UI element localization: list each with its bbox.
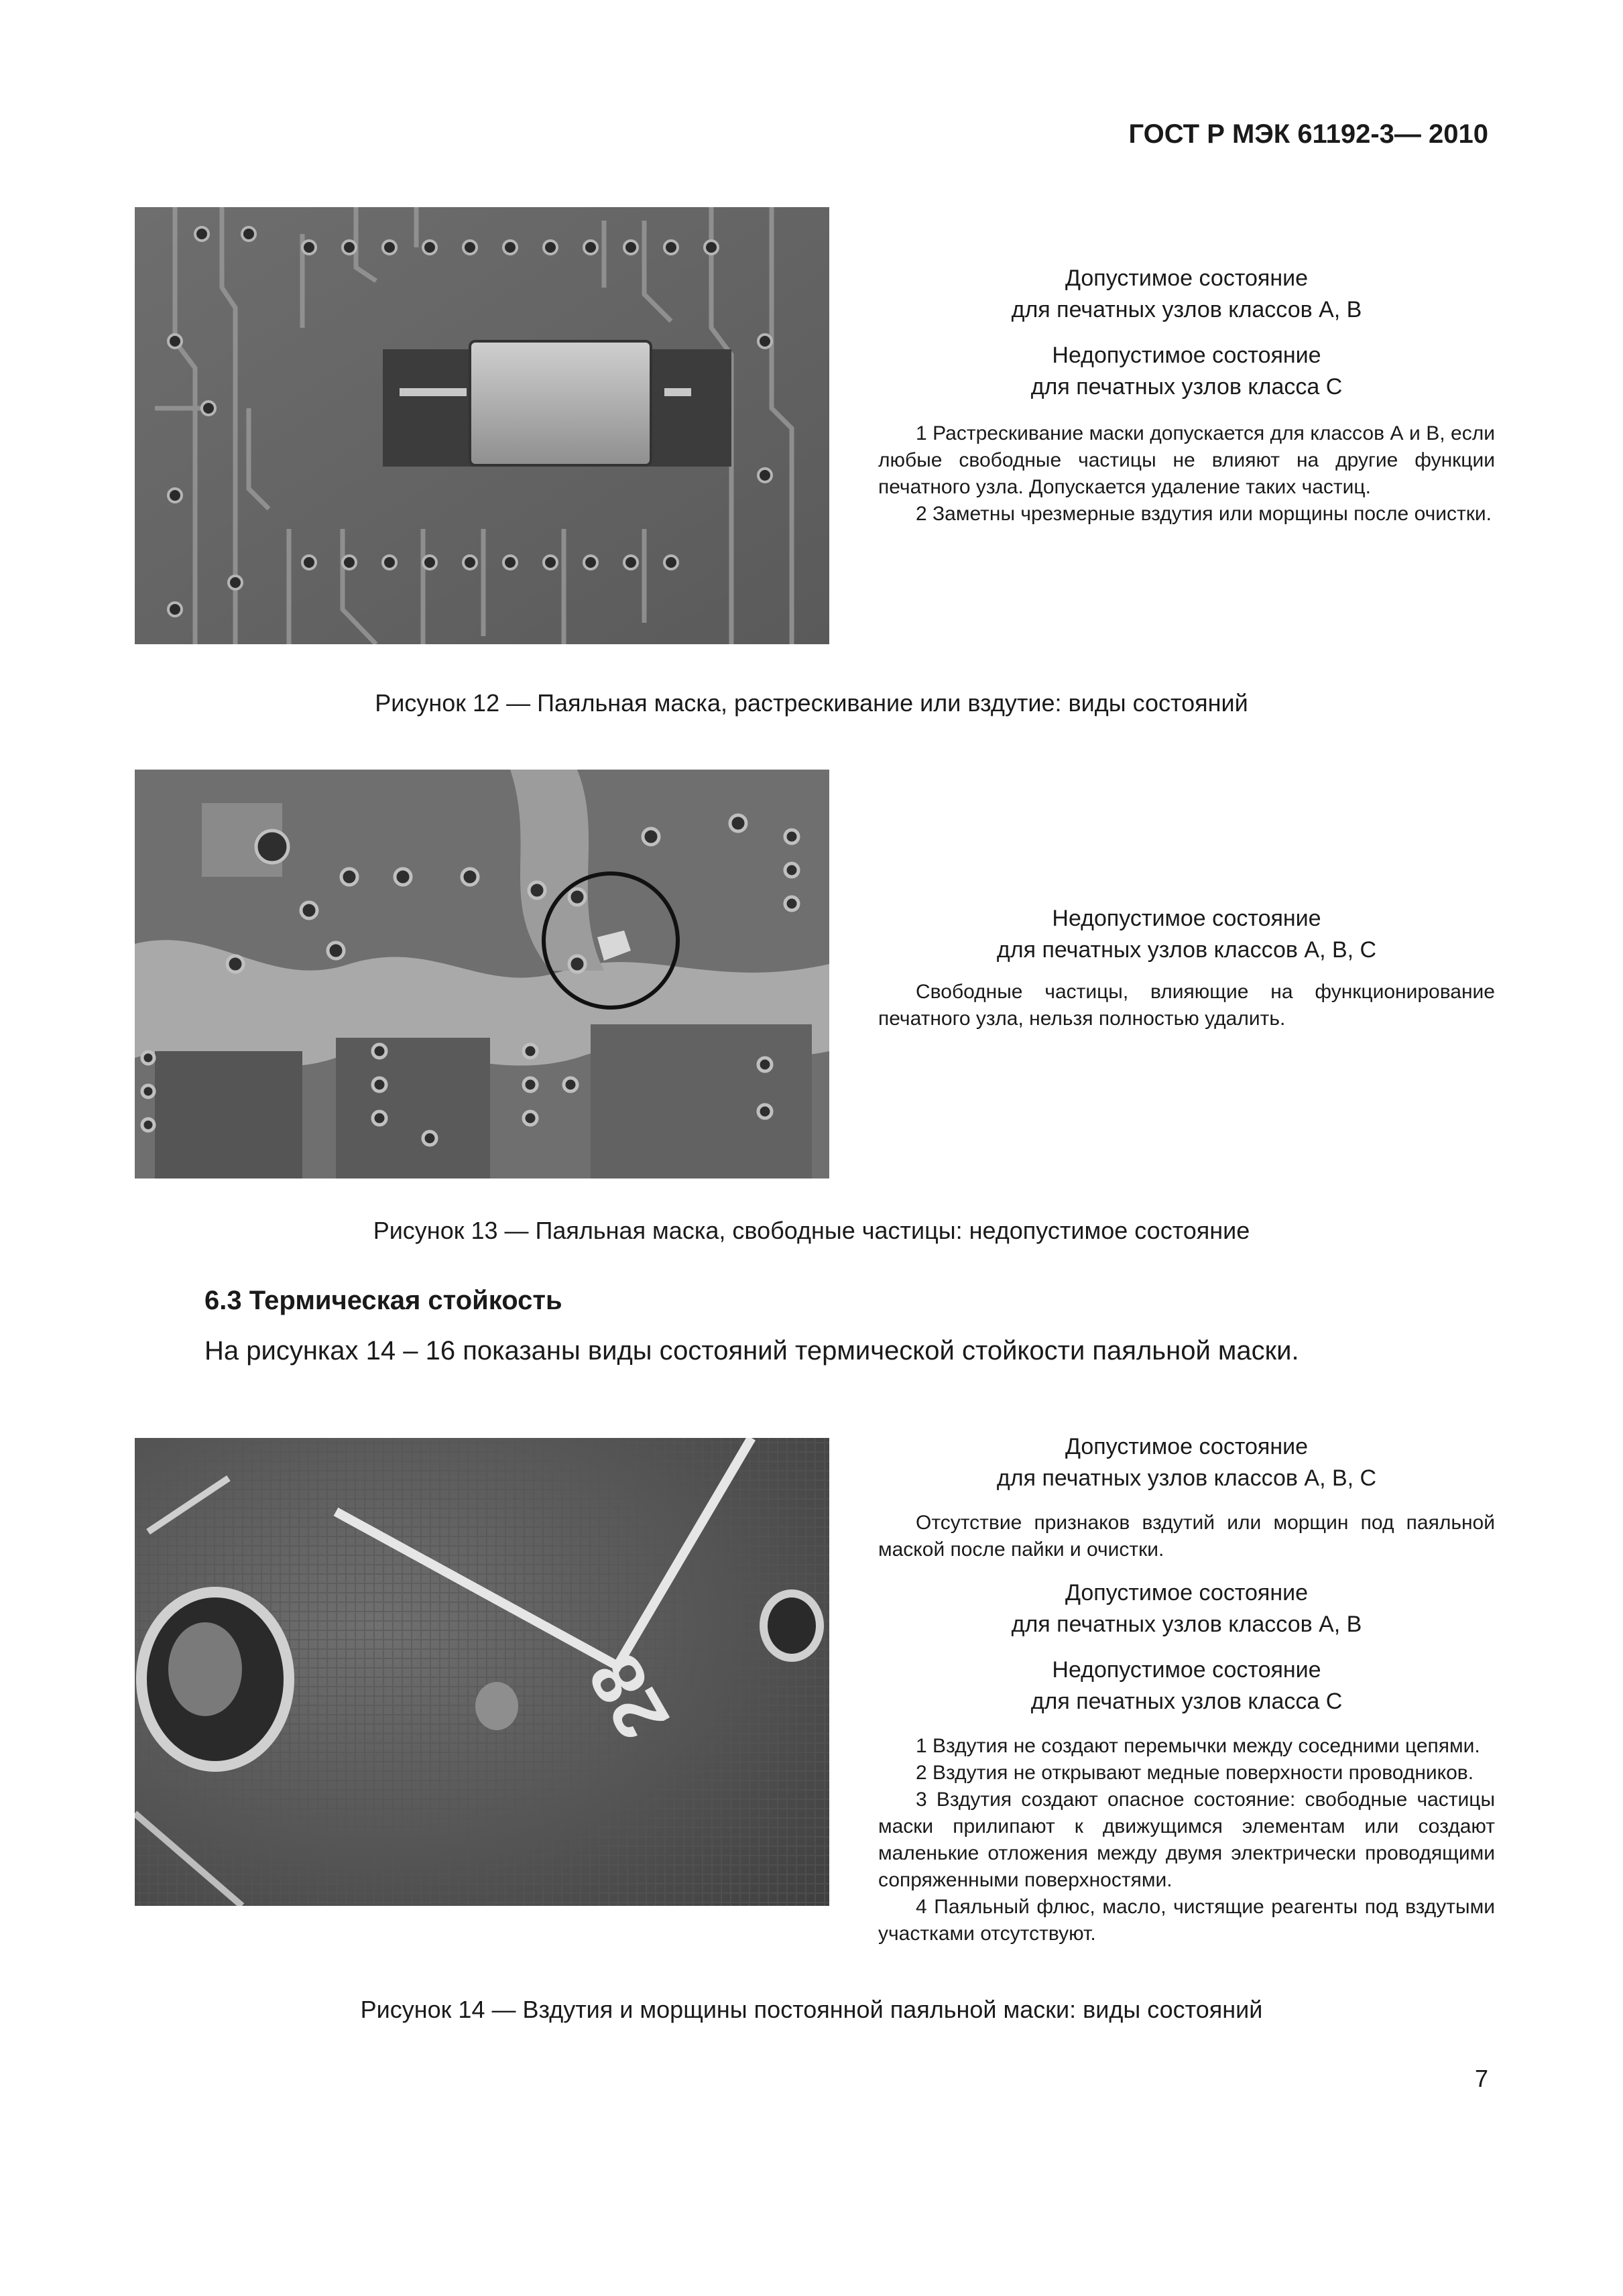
- state-classes: для печатных узлов классов А, В, С: [996, 1465, 1377, 1491]
- board-marking: 28: [573, 1640, 685, 1753]
- note-item: 2 Вздутия не открывают медные поверхности проводников.: [916, 1762, 1474, 1784]
- note-item: 4 Паяльный флюс, масло, чистящие реагенты под вздутыми участками отсутствуют.: [878, 1896, 1495, 1945]
- figure-12-notes: [878, 420, 1495, 528]
- note-item: 3 Вздутия создают опасное состояние: свободные частицы маски прилипают к движущимся элементам или создают маленькие отложения между двумя электрически проводящими сопряженными поверхностями.: [878, 1789, 1495, 1891]
- state-heading: Допустимое состояние: [1065, 265, 1309, 291]
- figure-14-caption: Рисунок 14 — Вздутия и морщины постоянной паяльной маски: виды состояний: [360, 1996, 1263, 2023]
- document-header: ГОСТ Р МЭК 61192-3— 2010: [1128, 119, 1488, 149]
- figure-14-acceptable-state: [871, 1577, 1502, 1640]
- state-heading: Недопустимое состояние: [1052, 343, 1321, 368]
- state-classes: для печатных узлов классов А, В, С: [996, 937, 1377, 963]
- note-item: Свободные частицы, влияющие на функционирование печатного узла, нельзя полностью удалить.: [878, 981, 1495, 1030]
- state-heading: Допустимое состояние: [1065, 1434, 1309, 1459]
- section-intro: На рисунках 14 – 16 показаны виды состояний термической стойкости паяльной маски.: [204, 1336, 1299, 1366]
- figure-14-target-note: [878, 1510, 1495, 1563]
- note-item: Отсутствие признаков вздутий или морщин под паяльной маской после пайки и очистки.: [878, 1512, 1495, 1561]
- figure-12-caption: Рисунок 12 — Паяльная маска, растрескивание или вздутие: виды состояний: [375, 689, 1248, 717]
- note-item: 2 Заметны чрезмерные вздутия или морщины после очистки.: [916, 503, 1492, 525]
- figure-14-notes: [878, 1733, 1495, 1947]
- state-heading: Недопустимое состояние: [1052, 906, 1321, 931]
- figure-14-defect-state: [871, 1654, 1502, 1717]
- state-classes: для печатных узлов классов А, В: [1011, 297, 1362, 322]
- page-number: 7: [1474, 2065, 1488, 2092]
- state-heading: Допустимое состояние: [1065, 1580, 1309, 1606]
- state-classes: для печатных узлов класса С: [1030, 374, 1343, 400]
- figure-12-defect-state: [871, 340, 1502, 403]
- figure-14-target-state: [871, 1431, 1502, 1494]
- note-item: 1 Вздутия не создают перемычки между соседними цепями.: [916, 1735, 1480, 1757]
- figure-12-acceptable-state: [871, 263, 1502, 326]
- state-heading: Недопустимое состояние: [1052, 1657, 1321, 1683]
- section-title: 6.3 Термическая стойкость: [204, 1286, 562, 1315]
- figure-14-photo: [135, 1438, 829, 1906]
- state-classes: для печатных узлов класса С: [1030, 1689, 1343, 1714]
- figure-13-defect-state: [871, 903, 1502, 966]
- figure-13-notes: [878, 979, 1495, 1032]
- state-classes: для печатных узлов классов А, В: [1011, 1612, 1362, 1637]
- figure-12-photo: [135, 207, 829, 644]
- figure-13-caption: Рисунок 13 — Паяльная маска, свободные частицы: недопустимое состояние: [373, 1217, 1250, 1244]
- figure-13-photo: [135, 770, 829, 1179]
- note-item: 1 Растрескивание маски допускается для классов А и В, если любые свободные частицы не влияют на другие функции печатного узла. Допускается удаление таких частиц.: [878, 422, 1495, 498]
